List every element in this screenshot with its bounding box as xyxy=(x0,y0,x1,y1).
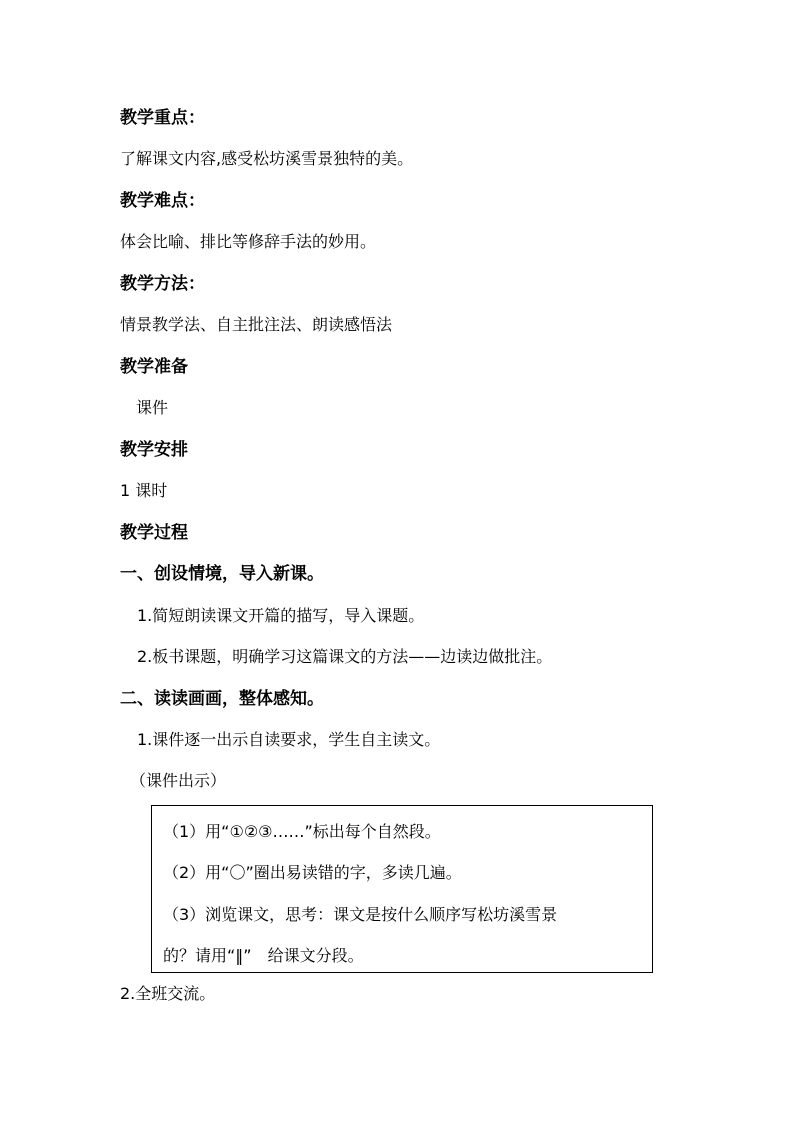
section-2-item-1: 1.课件逐一出示自读要求，学生自主读文。 xyxy=(137,730,441,749)
teaching-prep-text: 课件 xyxy=(136,398,169,417)
teaching-difficulty-text: 体会比喻、排比等修辞手法的妙用。 xyxy=(120,232,377,251)
section-2-title: 二、读读画画，整体感知。 xyxy=(120,689,324,709)
heading-teaching-prep: 教学准备 xyxy=(120,357,188,377)
section-2-item-2: 2.全班交流。 xyxy=(120,984,216,1003)
teaching-focus-text: 了解课文内容,感受松坊溪雪景独特的美。 xyxy=(120,149,414,168)
heading-teaching-schedule: 教学安排 xyxy=(120,440,188,460)
teaching-schedule-text: 1 课时 xyxy=(120,481,168,500)
heading-teaching-process: 教学过程 xyxy=(120,523,188,543)
teaching-method-text: 情景教学法、自主批注法、朗读感悟法 xyxy=(120,315,393,334)
heading-teaching-focus: 教学重点： xyxy=(120,108,205,128)
requirement-line-3: （3）浏览课文，思考：课文是按什么顺序写松坊溪雪景 xyxy=(163,905,558,924)
requirement-line-2: （2）用“〇”圈出易读错的字，多读几遍。 xyxy=(163,863,462,882)
requirement-line-1: （1）用“①②③……”标出每个自然段。 xyxy=(163,822,441,841)
section-1-item-1: 1.简短朗读课文开篇的描写，导入课题。 xyxy=(137,606,425,625)
courseware-requirements-box xyxy=(151,805,653,973)
heading-teaching-difficulty: 教学难点： xyxy=(120,191,205,211)
requirement-line-4: 的？请用“‖” 给课文分段。 xyxy=(163,946,364,965)
section-1-item-2: 2.板书课题，明确学习这篇课文的方法——边读边做批注。 xyxy=(137,647,553,666)
heading-teaching-method: 教学方法： xyxy=(120,274,205,294)
section-1-title: 一、创设情境，导入新课。 xyxy=(120,564,324,584)
courseware-note: （课件出示） xyxy=(130,771,227,790)
